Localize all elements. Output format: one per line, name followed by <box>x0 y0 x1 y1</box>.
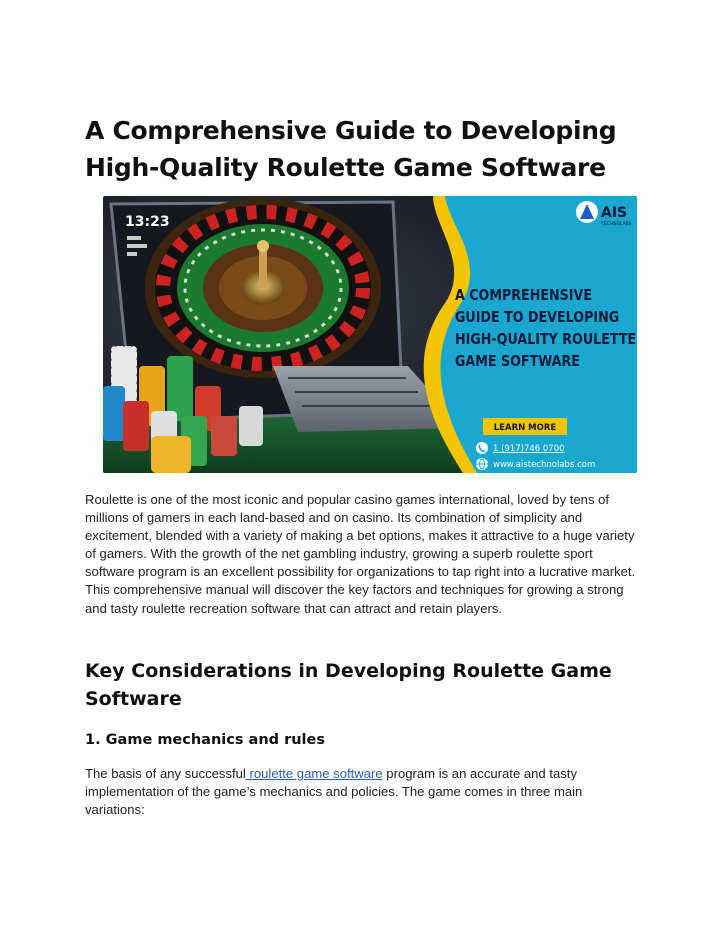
intro-paragraph: Roulette is one of the most iconic and popular casino games international, loved by tens of millions of gamers in each land-based and on casino. Its combination of simplicity and excitement, blended with a variety of making a bet options, makes it attractive to a huge variety of gamers. With the growth of the net gambling industry, growing a superb roulette sport software program is an excellent possibility for organizations to tap right into a lucrative market. This comprehensive manual will discover the key factors and techniques for growing a strong and tasty roulette recreation software that can attract and retain players. <box>85 492 636 616</box>
phone-icon <box>476 442 488 454</box>
banner-headline-line: A COMPREHENSIVE <box>455 286 593 305</box>
paragraph-text: The basis of any successful <box>85 766 246 781</box>
banner-headline-line: GAME SOFTWARE <box>455 352 580 371</box>
svg-text:1 (917)746 0700: 1 (917)746 0700 <box>493 444 565 454</box>
article-title: A Comprehensive Guide to Developing High-Quality Roulette Game Software <box>85 116 617 182</box>
section-heading: Key Considerations in Developing Roulette Game Software <box>85 660 612 710</box>
svg-text:LEARN MORE: LEARN MORE <box>493 423 557 433</box>
article-banner-image <box>103 196 637 473</box>
svg-text:www.aistechnolabs.com: www.aistechnolabs.com <box>493 460 596 470</box>
learn-more-button[interactable] <box>483 418 567 435</box>
laptop-clock: 13:23 <box>125 214 170 230</box>
website-contact <box>476 458 595 470</box>
banner-headline-line: GUIDE TO DEVELOPING <box>455 308 620 327</box>
svg-text:AIS: AIS <box>601 205 628 221</box>
body-paragraph <box>85 765 645 819</box>
subsection-heading: 1. Game mechanics and rules <box>85 732 325 748</box>
roulette-software-link[interactable]: roulette game software <box>245 766 383 781</box>
paragraph-text: program is an accurate and tasty implementation of the game’s mechanics and policies. The game comes in three main variations: <box>85 766 583 818</box>
svg-text:TECHNOLABS: TECHNOLABS <box>601 222 632 227</box>
roulette-wheel <box>145 198 381 378</box>
banner-headline-line: HIGH-QUALITY ROULETTE <box>455 330 637 349</box>
